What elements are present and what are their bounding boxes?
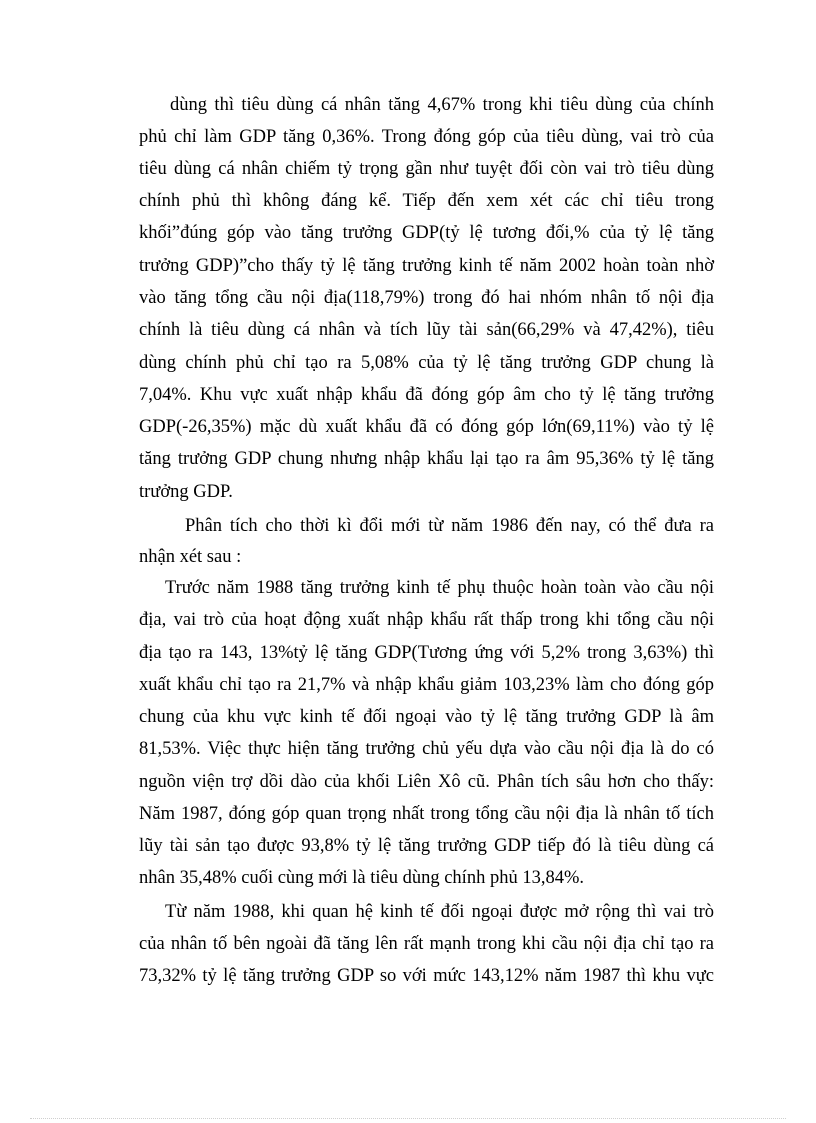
text-line: Năm 1987, đóng góp quan trọng nhất trong tổng cầu nội địa là nhân tố tích [139, 804, 714, 824]
text-line: xuất khẩu chỉ tạo ra 21,7% và nhập khẩu giảm 103,23% làm cho đóng góp [139, 675, 714, 695]
text-line: 73,32% tỷ lệ tăng trưởng GDP so với mức 143,12% năm 1987 thì khu vực [139, 966, 714, 986]
text-line: của nhân tố bên ngoài đã tăng lên rất mạnh trong khi cầu nội địa chỉ tạo ra [139, 934, 714, 954]
text-line: khối”đúng góp vào tăng trưởng GDP(tỷ lệ tương đối,% của tỷ lệ tăng [139, 223, 714, 243]
text-line: chính phủ thì không đáng kể. Tiếp đến xem xét các chỉ tiêu trong [139, 191, 714, 211]
text-line: Phân tích cho thời kì đổi mới từ năm 1986 đến nay, có thể đưa ra [185, 516, 714, 536]
text-line: chính là tiêu dùng cá nhân và tích lũy tài sản(66,29% và 47,42%), tiêu [139, 320, 714, 340]
text-line: dùng chính phủ chỉ tạo ra 5,08% của tỷ lệ tăng trưởng GDP chung là [139, 353, 714, 373]
page-bottom-divider [30, 1118, 786, 1119]
text-line: Trước năm 1988 tăng trưởng kinh tế phụ thuộc hoàn toàn vào cầu nội [165, 578, 714, 598]
text-line: nguồn viện trợ dồi dào của khối Liên Xô cũ. Phân tích sâu hơn cho thấy: [139, 772, 714, 792]
text-line: địa, vai trò của hoạt động xuất nhập khẩu rất thấp trong khi tổng cầu nội [139, 610, 714, 630]
text-line: phủ chỉ làm GDP tăng 0,36%. Trong đóng góp của tiêu dùng, vai trò của [139, 127, 714, 147]
text-line: vào tăng tổng cầu nội địa(118,79%) trong đó hai nhóm nhân tố nội địa [139, 288, 714, 308]
text-line: trưởng GDP. [139, 482, 233, 502]
text-line: trưởng GDP)”cho thấy tỷ lệ tăng trưởng kinh tế năm 2002 hoàn toàn nhờ [139, 256, 714, 276]
text-line: địa tạo ra 143, 13%tỷ lệ tăng GDP(Tương ứng với 5,2% trong 3,63%) thì [139, 643, 714, 663]
text-line: chung của khu vực kinh tế đối ngoại vào tỷ lệ tăng trưởng GDP là âm [139, 707, 714, 727]
text-line: tiêu dùng cá nhân chiếm tỷ trọng gần như tuyệt đối còn vai trò tiêu dùng [139, 159, 714, 179]
text-line: Từ năm 1988, khi quan hệ kinh tế đối ngoại được mở rộng thì vai trò [165, 902, 714, 922]
text-line: lũy tài sản tạo được 93,8% tỷ lệ tăng trưởng GDP tiếp đó là tiêu dùng cá [139, 836, 714, 856]
text-line: 81,53%. Việc thực hiện tăng trưởng chủ yếu dựa vào cầu nội địa là do có [139, 739, 714, 759]
text-line: nhận xét sau : [139, 547, 242, 567]
text-line: 7,04%. Khu vực xuất nhập khẩu đã đóng góp âm cho tỷ lệ tăng trưởng [139, 385, 714, 405]
text-line: nhân 35,48% cuối cùng mới là tiêu dùng chính phủ 13,84%. [139, 868, 584, 888]
text-line: dùng thì tiêu dùng cá nhân tăng 4,67% trong khi tiêu dùng của chính [170, 95, 714, 115]
text-line: tăng trưởng GDP chung nhưng nhập khẩu lại tạo ra âm 95,36% tỷ lệ tăng [139, 449, 714, 469]
text-line: GDP(-26,35%) mặc dù xuất khẩu đã có đóng góp lớn(69,11%) vào tỷ lệ [139, 417, 714, 437]
